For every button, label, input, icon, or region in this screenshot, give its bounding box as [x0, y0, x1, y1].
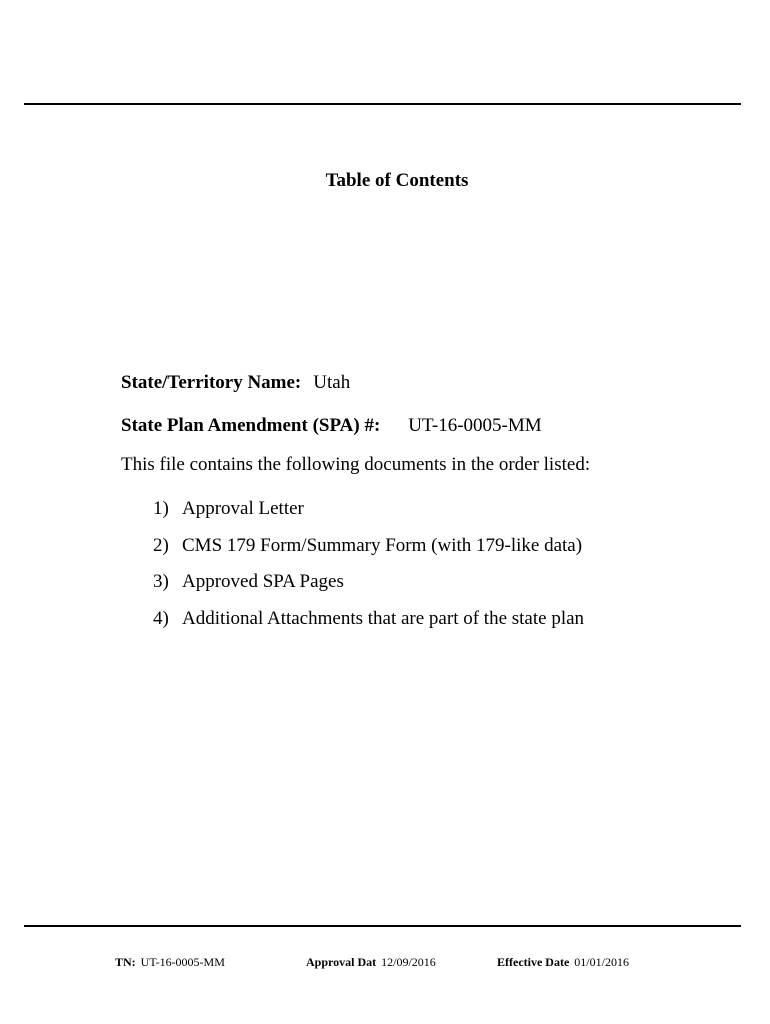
footer-approval-value: 12/09/2016 [381, 955, 436, 969]
footer-tn-value: UT-16-0005-MM [140, 955, 225, 969]
list-item [153, 498, 584, 535]
list-item [153, 535, 584, 572]
footer-effective-date [497, 955, 629, 970]
footer-tn-label: TN: [115, 955, 136, 969]
page-title: Table of Contents [325, 170, 469, 191]
footer-tn [115, 955, 225, 970]
state-territory-label: State/Territory Name: [121, 372, 302, 393]
document-list [153, 498, 584, 644]
footer-effective-value: 01/01/2016 [574, 955, 629, 969]
list-item-text: Approved SPA Pages [182, 571, 344, 592]
footer-approval-label: Approval Dat [306, 955, 377, 969]
spa-number-field [121, 415, 542, 437]
list-item-number: 1) [153, 498, 169, 519]
bottom-divider [24, 925, 741, 927]
list-item-text: Approval Letter [182, 498, 304, 519]
list-item-number: 4) [153, 607, 169, 629]
list-item-text: Additional Attachments that are part of the state plan [182, 607, 585, 629]
list-item-number: 3) [153, 571, 169, 592]
list-item [153, 608, 584, 645]
list-item [153, 571, 584, 608]
spa-number-label: State Plan Amendment (SPA) #: [121, 415, 381, 436]
spa-number-value: UT-16-0005-MM [408, 415, 542, 436]
intro-text: This file contains the following documents in the order listed: [121, 454, 591, 475]
list-item-number: 2) [153, 534, 169, 556]
state-territory-value: Utah [313, 372, 351, 393]
state-territory-field [121, 372, 350, 394]
list-item-text: CMS 179 Form/Summary Form (with 179-like data) [182, 534, 583, 556]
footer-approval-date [306, 955, 436, 970]
footer-effective-label: Effective Date [497, 955, 570, 969]
top-divider [24, 103, 741, 105]
